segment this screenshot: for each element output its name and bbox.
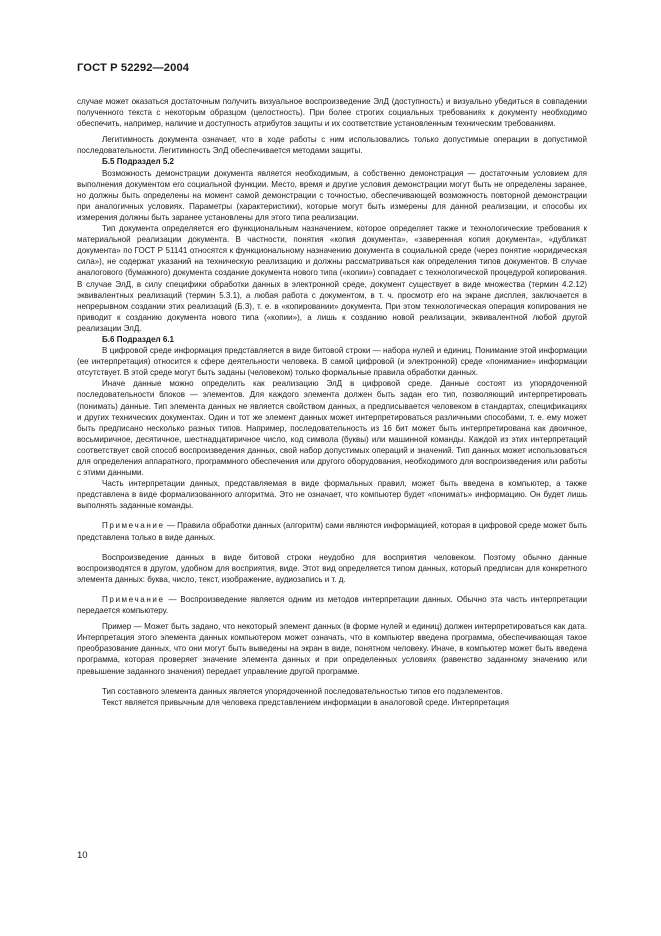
section-heading: Б.5 Подраздел 5.2	[102, 157, 175, 167]
paragraph: Тип документа определяется его функциональным назначением, которое определяет также и технологические требования к материальной реализации документа. В частности, понятия «копия документа», «заверенная копия документа», «дубликат документа» по ГОСТ Р 51141 относятся к функциональному назначению документа в социальной среде (через понятие «юридическая сила»), не содержат указаний на техническую реализацию и должны рассматриваться как определения типов документов. В случае аналогового (бумажного) документа создание документа нового типа («копии») совпадает с технологической процедурой копирования. В случае ЭлД, в силу специфики обработки данных в электронной среде, документ существует в виде множества (термин 4.2.12) эквивалентных реализаций (термин 5.3.1), а любая работа с документом, в т. ч. просмотр его на экране дисплея, заключается в непрерывном создании этих реализаций (Б.3), т. е. в «копировании» документа. При этом технологическая операция копирования не приводит к созданию документа нового типа («копии»), а лишь к созданию новой реализации, эквивалентной любой другой реализации ЭлД.	[77, 224, 587, 333]
section-heading: Б.6 Подраздел 6.1	[102, 334, 175, 344]
paragraph: Часть интерпретации данных, представляемая в виде формальных правил, может быть введена в компьютер, а также представлена в виде формализованного алгоритма. Это не означает, что компьютер будет «понимать» информацию. Он будет лишь выполнять заданные команды.	[77, 479, 587, 511]
note-paragraph	[77, 594, 587, 616]
note-label: Примечание	[102, 521, 165, 531]
paragraph: Тип составного элемента данных является упорядоченной последовательностью типов его подэлементов.	[102, 686, 503, 696]
note-label: Примечание	[102, 594, 165, 604]
page-number: 10	[77, 850, 88, 861]
paragraph: Возможность демонстрации документа является необходимым, а собственно демонстрация — достаточным условием для выполнения документом его социальной функции. Место, время и другие условия демонстрации могут быть не определены заранее, но должны быть определены на момент самой демонстрации с точностью, обеспечивающей возможность повторной демонстрации при аналогичных условиях. Параметры (характеристики), которые могут быть измерены для данной реализации, и способы их измерения должны быть заранее установлены для этого типа реализации.	[77, 168, 587, 222]
paragraph: В цифровой среде информация представляется в виде битовой строки — набора нулей и единиц. Понимание этой информации (ее интерпретация) относится к сфере деятельности человека. В самой цифровой (и электронной) среде «понимание» информации отсутствует. В этой среде могут быть заданы (человеком) только формальные правила обработки данных.	[77, 346, 587, 378]
note-text: — Воспроизведение является одним из методов интерпретации данных. Обычно эта часть интерпретации передается компьютеру.	[77, 594, 587, 616]
example-paragraph: Пример — Может быть задано, что некоторый элемент данных (в форме нулей и единиц) должен интерпретироваться как дата. Интерпретация этого элемента данных компьютером может означать, что в компьютер введена программа, обеспечивающая такое преобразование данных, что они могут быть выведены на экран в виде, понятном человеку. Иначе, в компьютер может быть введена программа, которая проверяет значение элемента данных и при определенных условиях (равенство заданному значению или превышение заданного значения) передает управление другой программе.	[77, 622, 587, 676]
paragraph: Текст является привычным для человека представлением информации в аналоговой среде. Интерпретация	[102, 697, 509, 707]
body-text	[77, 96, 587, 708]
standard-header: ГОСТ Р 52292—2004	[77, 62, 190, 74]
note-text: — Правила обработки данных (алгоритм) сами являются информацией, которая в цифровой среде может быть представлена только в виде данных.	[77, 521, 587, 542]
note-paragraph	[77, 520, 587, 542]
paragraph: случае может оказаться достаточным получить визуальное воспроизведение ЭлД (доступность) и визуально убедиться в совпадении полученного текста с некоторым образцом (целостность). При более строгих социальных требованиях к документу необходимо обеспечить, например, наличие и доступность атрибутов защиты и их соответствие установленным техническим требованиям.	[77, 97, 587, 129]
paragraph: Легитимность документа означает, что в ходе работы с ним использовались только допустимые операции в допустимой последовательности. Легитимность ЭлД обеспечивается методами защиты.	[77, 135, 587, 156]
paragraph: Иначе данные можно определить как реализацию ЭлД в цифровой среде. Данные состоят из упорядоченной последовательности блоков — элементов. Для каждого элемента должен быть задан его тип, позволяющий интерпретировать (понимать) данные. Тип элемента данных не является свойством данных, а предписывается человеком в стандартах, спецификациях и других технических документах. Один и тот же элемент данных может интерпретироваться различными способами, т. е. ему может быть предписано несколько разных типов. Например, последовательность из 16 бит может быть интерпретирована как двоичное, восьмиричное, десятичное, шестнадцатиричное число, код символа (буквы) или машинной команды. Каждой из этих интерпретаций соответствует свой способ воспроизведения данных, свой набор допустимых операций и значений. Тип данных может использоваться для определения аппаратного, программного обеспечения или другого оборудования, необходимого для воспроизведения или работы с этими данными.	[77, 379, 587, 478]
paragraph: Воспроизведение данных в виде битовой строки неудобно для восприятия человеком. Поэтому обычно данные воспроизводятся в другом, удобном для восприятия, виде. Этот вид определяется типом данных, который предписан для конкретного элемента данных: буква, число, текст, изображение, аудиозапись и т. д.	[77, 552, 587, 584]
